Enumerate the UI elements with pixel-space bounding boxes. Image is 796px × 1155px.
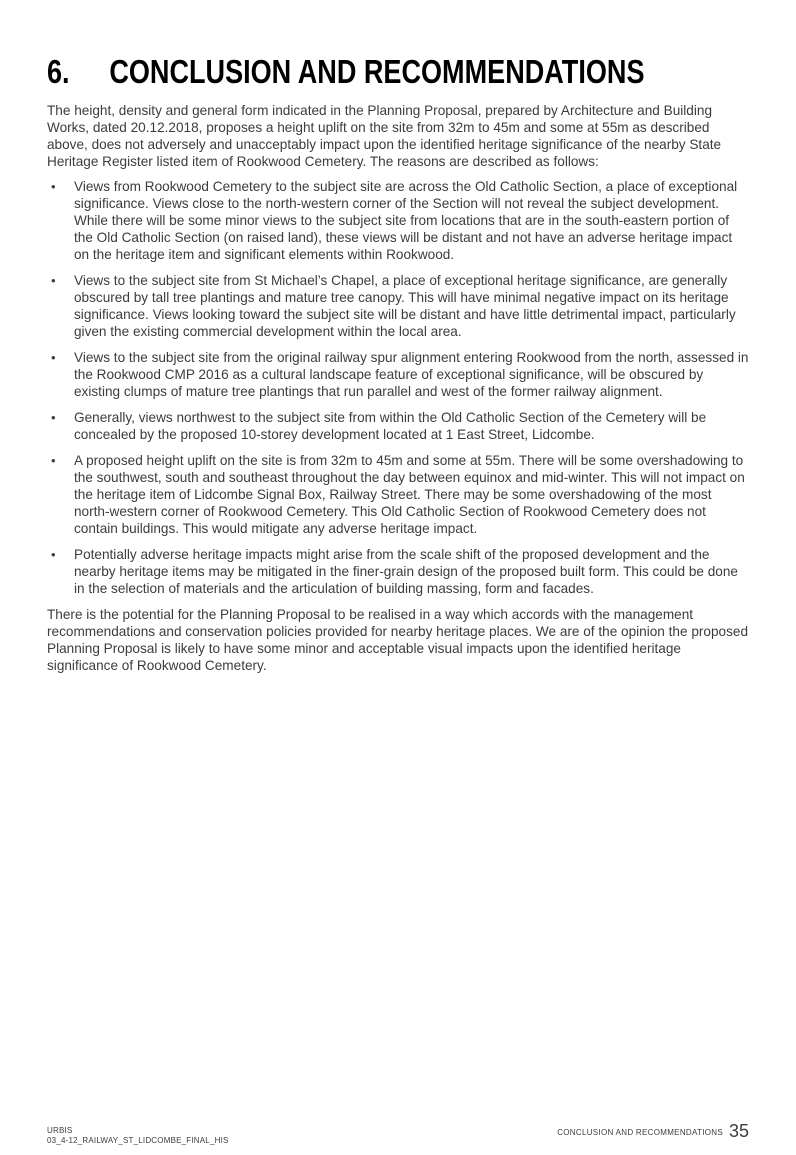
bullet-icon: •: [51, 410, 56, 425]
footer-file-ref: 03_4-12_RAILWAY_ST_LIDCOMBE_FINAL_HIS: [47, 1136, 229, 1145]
bullet-icon: •: [51, 179, 56, 194]
list-item-text: Generally, views northwest to the subject site from within the Old Catholic Section of the Cemetery will be concealed by the proposed 10-storey development located at 1 East Street, Lidcombe.: [74, 410, 707, 442]
page-number: 35: [728, 1121, 749, 1141]
bullet-icon: •: [51, 273, 56, 288]
body-text: [47, 102, 749, 682]
conclusion-paragraph: There is the potential for the Planning Proposal to be realised in a way which accords with the management recommendations and conservation policies provided for nearby heritage places. We are of the opinion the proposed Planning Proposal is likely to have some minor and acceptable visual impacts upon the identified heritage significance of Rookwood Cemetery.: [47, 607, 749, 673]
list-item: [47, 409, 749, 443]
list-item-text: Potentially adverse heritage impacts might arise from the scale shift of the proposed development and the nearby heritage items may be mitigated in the finer-grain design of the proposed built form. This could be done in the selection of materials and the articulation of building massing, form and facades.: [74, 547, 738, 596]
section-title: CONCLUSION AND RECOMMENDATIONS: [109, 53, 645, 90]
intro-paragraph: The height, density and general form indicated in the Planning Proposal, prepared by Architecture and Building Works, dated 20.12.2018, proposes a height uplift on the site from 32m to 45m and some at 55m as described above, does not adversely and unacceptably impact upon the identified heritage significance of the nearby State Heritage Register listed item of Rookwood Cemetery. The reasons are described as follows:: [47, 103, 722, 169]
bullet-icon: •: [51, 350, 56, 365]
footer-company: URBIS: [47, 1126, 73, 1135]
bullet-icon: •: [51, 453, 56, 468]
list-item-text: A proposed height uplift on the site is from 32m to 45m and some at 55m. There will be some overshadowing to the southwest, south and southeast throughout the day between equinox and mid-winter. This will not impact on the heritage item of Lidcombe Signal Box, Railway Street. There may be some overshadowing of the most north-western corner of Rookwood Cemetery. This Old Catholic Section of Rookwood Cemetery does not contain buildings. This would mitigate any adverse heritage impact.: [74, 453, 745, 536]
footer-left: [47, 1126, 229, 1146]
section-number: 6.: [47, 53, 70, 90]
list-item-text: Views to the subject site from St Michael’s Chapel, a place of exceptional heritage significance, are generally obscured by tall tree plantings and mature tree canopy. This will have minimal negative impact on its heritage significance. Views looking toward the subject site will be distant and have little detrimental impact, particularly given the existing commercial development within the local area.: [74, 273, 736, 339]
list-item: [47, 178, 749, 263]
list-item: [47, 272, 749, 340]
list-item: [47, 546, 749, 597]
bullet-icon: •: [51, 547, 56, 562]
list-item: [47, 349, 749, 400]
reasons-list: [47, 178, 749, 597]
list-item-text: Views from Rookwood Cemetery to the subject site are across the Old Catholic Section, a place of exceptional significance. Views close to the north-western corner of the Section will not reveal the subject development. While there will be some minor views to the subject site from locations that are in the south-eastern portion of the Old Catholic Section (on raised land), these views will be distant and not have an adverse heritage impact on the heritage item and significant elements within Rookwood.: [74, 179, 738, 262]
list-item-text: Views to the subject site from the original railway spur alignment entering Rookwood from the north, assessed in the Rookwood CMP 2016 as a cultural landscape feature of exceptional significance, will be obscured by existing clumps of mature tree plantings that run parallel and west of the former railway alignment.: [74, 350, 749, 399]
footer-section-title: CONCLUSION AND RECOMMENDATIONS: [557, 1128, 723, 1137]
list-item: [47, 452, 749, 537]
footer-right: [557, 1121, 749, 1142]
section-heading: [47, 52, 644, 92]
